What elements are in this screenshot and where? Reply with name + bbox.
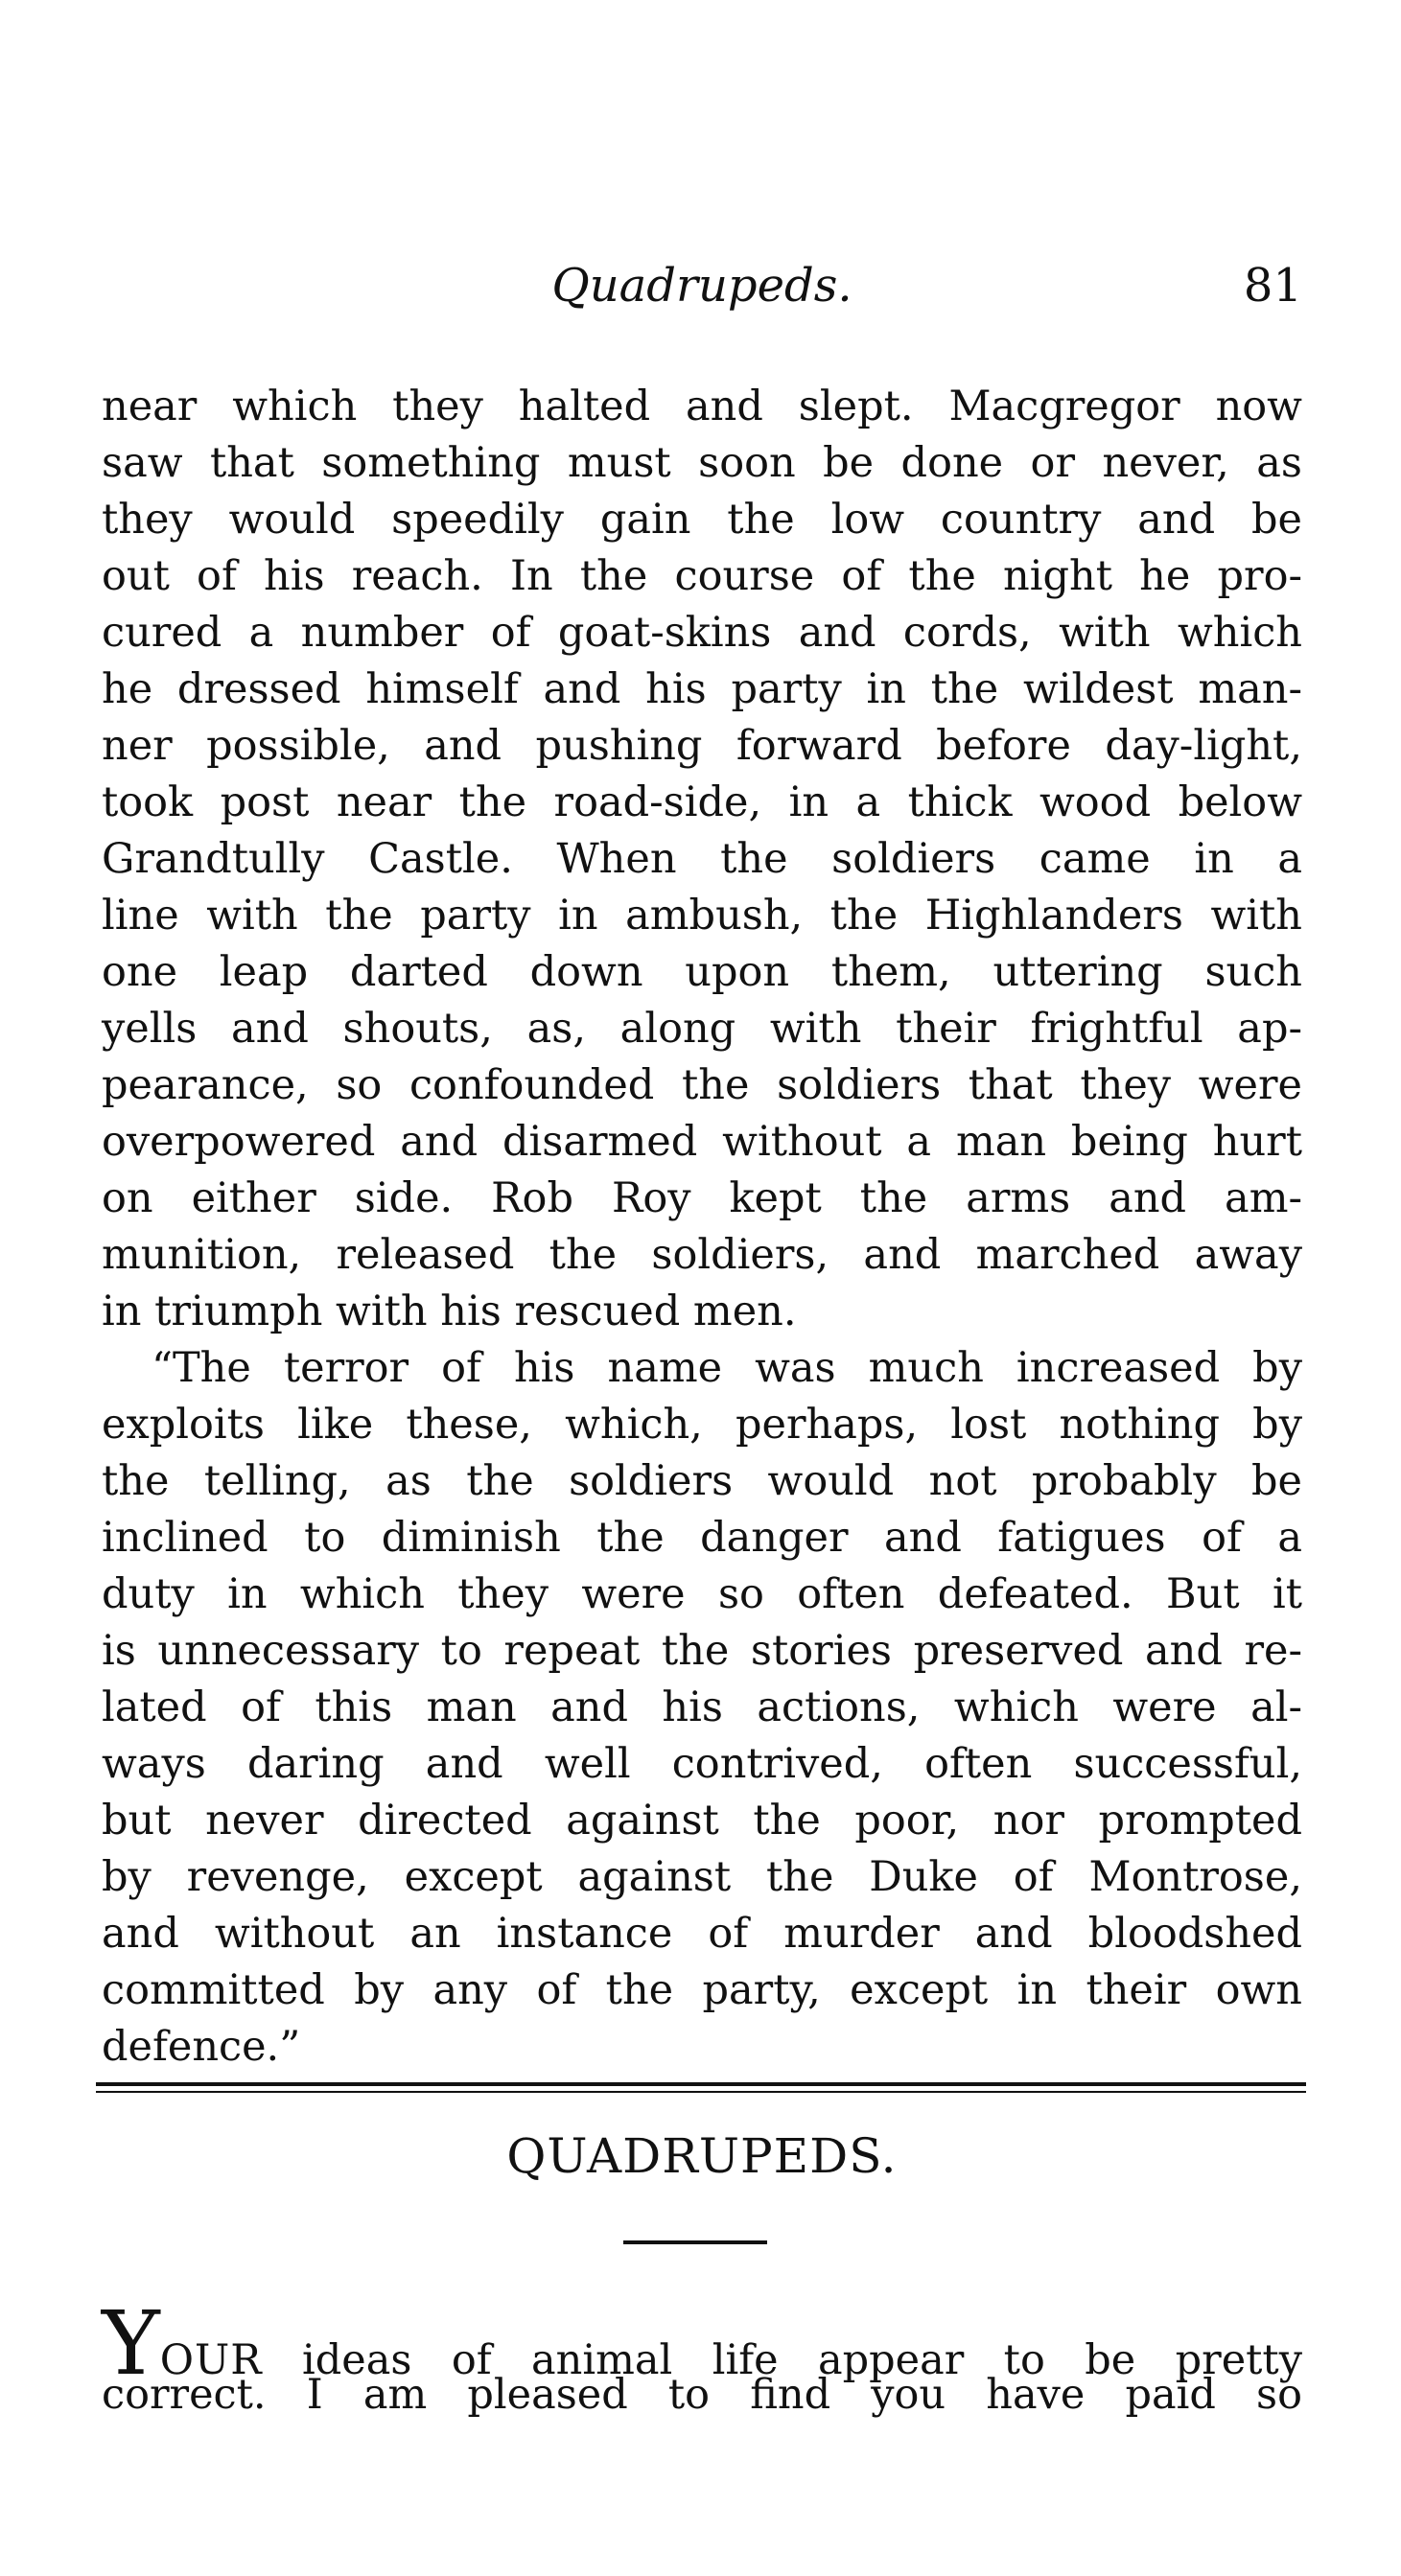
page-number: 81 bbox=[1243, 259, 1302, 313]
text-line: he dressed himself and his party in the wildest man- bbox=[102, 665, 1302, 713]
text-line: overpowered and disarmed without a man being hurt bbox=[102, 1118, 1302, 1166]
text-line: lated of this man and his actions, which were al- bbox=[102, 1683, 1302, 1731]
text-line: near which they halted and slept. Macgregor now bbox=[102, 383, 1302, 430]
section-heading: QUADRUPEDS. bbox=[506, 2128, 898, 2184]
section-divider-rule bbox=[96, 2082, 1306, 2096]
text-line: “The terror of his name was much increased by bbox=[152, 1344, 1302, 1392]
first-line-text: ideas of animal life appear to be pretty bbox=[302, 2336, 1303, 2384]
text-line: took post near the road-side, in a thick wood below bbox=[102, 778, 1302, 826]
chapter-opening-text bbox=[102, 2292, 1303, 2424]
text-line: ner possible, and pushing forward before day-light, bbox=[102, 722, 1302, 770]
chapter-second-line: correct. I am pleased to find you have paid so bbox=[102, 2371, 1302, 2419]
text-line: pearance, so confounded the soldiers that they were bbox=[102, 1061, 1302, 1109]
running-title: Quadrupeds. bbox=[551, 259, 852, 313]
text-line: saw that something must soon be done or never, as bbox=[102, 439, 1302, 487]
text-line: is unnecessary to repeat the stories preserved and re- bbox=[102, 1627, 1302, 1675]
text-line: one leap darted down upon them, uttering such bbox=[102, 948, 1302, 996]
text-line: and without an instance of murder and bloodshed bbox=[102, 1910, 1302, 1958]
text-line: munition, released the soldiers, and marched away bbox=[102, 1231, 1302, 1279]
text-line: Grandtully Castle. When the soldiers came in a bbox=[102, 835, 1302, 883]
text-line: yells and shouts, as, along with their frightful ap- bbox=[102, 1005, 1302, 1053]
running-head bbox=[102, 257, 1302, 314]
text-line: inclined to diminish the danger and fatigues of a bbox=[102, 1514, 1302, 1562]
text-line: line with the party in ambush, the Highlanders with bbox=[102, 892, 1302, 940]
text-line: but never directed against the poor, nor prompted bbox=[102, 1797, 1302, 1845]
drop-cap-letter: Y bbox=[102, 2292, 160, 2395]
text-line: committed by any of the party, except in their own bbox=[102, 1966, 1302, 2014]
text-line: the telling, as the soldiers would not probably be bbox=[102, 1457, 1302, 1505]
text-line: duty in which they were so often defeated. But it bbox=[102, 1570, 1302, 1618]
text-line: in triumph with his rescued men. bbox=[102, 1288, 797, 1335]
text-line: exploits like these, which, perhaps, lost nothing by bbox=[102, 1401, 1302, 1449]
heading-underline-rule bbox=[623, 2240, 767, 2244]
text-line: cured a number of goat-skins and cords, with which bbox=[102, 609, 1302, 657]
text-line: defence.” bbox=[102, 2023, 301, 2071]
text-line: ways daring and well contrived, often successful, bbox=[102, 1740, 1302, 1788]
body-text bbox=[102, 379, 1302, 2076]
text-line: by revenge, except against the Duke of Montrose, bbox=[102, 1853, 1302, 1901]
first-word-rest: OUR bbox=[159, 2336, 263, 2384]
text-line: they would speedily gain the low country and be bbox=[102, 496, 1302, 544]
text-line: on either side. Rob Roy kept the arms and am- bbox=[102, 1174, 1302, 1222]
text-line: out of his reach. In the course of the night he pro- bbox=[102, 552, 1302, 600]
